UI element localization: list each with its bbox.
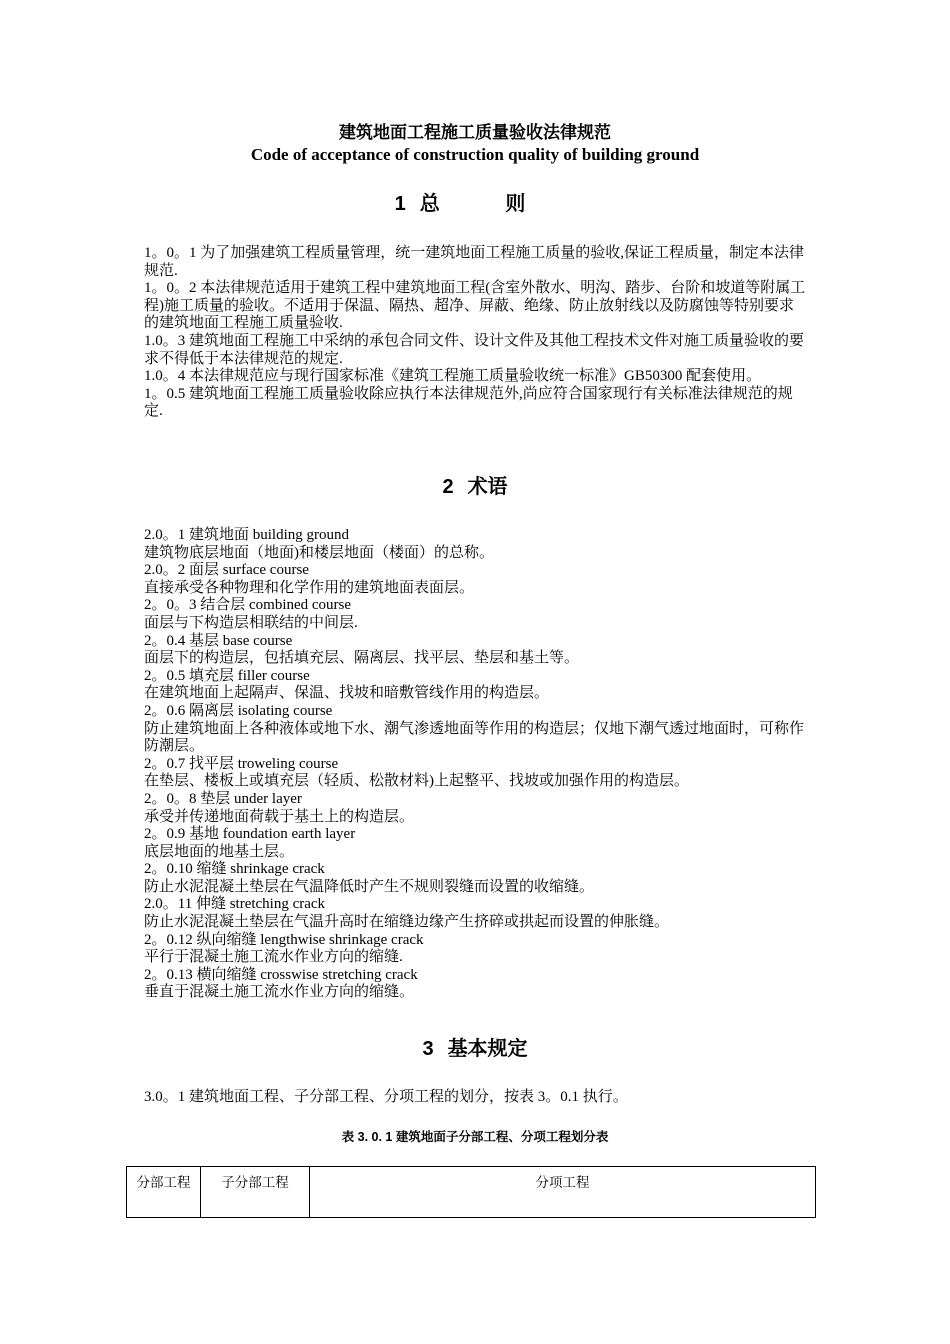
clause-paragraph: 3.0。1 建筑地面工程、子分部工程、分项工程的划分，按表 3。0.1 执行。 <box>144 1089 628 1105</box>
term-definition: 在垫层、楼板上或填充层（轻质、松散材料)上起整平、找坡或加强作用的构造层。 <box>144 773 689 790</box>
section-body-basic-provisions <box>144 1089 806 1107</box>
term-entry: 2。0.4 基层 base course <box>144 632 293 649</box>
term-entry: 2。0.12 纵向缩缝 lengthwise shrinkage crack <box>144 931 424 948</box>
term-definition: 承受并传递地面荷载于基土上的构造层。 <box>144 808 415 825</box>
term-entry: 2.0。11 伸缝 stretching crack <box>144 896 326 913</box>
term-entry: 2.0。1 建筑地面 building ground <box>144 527 349 543</box>
document-title-chinese: 建筑地面工程施工质量验收法律规范 <box>339 123 611 142</box>
term-entry: 2。0.5 填充层 filler course <box>144 667 310 684</box>
section-title: 基本规定 <box>447 1038 528 1060</box>
table-header-row <box>127 1167 816 1218</box>
term-definition: 底层地面的地基土层。 <box>144 843 295 860</box>
table-caption: 表 3. 0. 1 建筑地面子分部工程、分项工程划分表 <box>341 1130 609 1144</box>
term-entry: 2。0.9 基地 foundation earth layer <box>144 826 356 843</box>
term-definition: 防止水泥混凝土垫层在气温降低时产生不规则裂缝而设置的收缩缝。 <box>144 878 595 895</box>
document-title-english: Code of acceptance of construction quality of building ground <box>250 145 700 164</box>
section-body-terms <box>144 527 806 1002</box>
term-definition: 面层下的构造层，包括填充层、隔离层、找平层、垫层和基土等。 <box>144 650 580 667</box>
term-definition: 防止水泥混凝土垫层在气温升高时在缩缝边缘产生挤碎或拱起而设置的伸胀缝。 <box>144 914 670 931</box>
section-body-general <box>144 245 806 421</box>
section-heading-1 <box>0 191 950 217</box>
division-table <box>126 1166 816 1218</box>
clause-paragraph: 1.0。4 本法律规范应与现行国家标准《建筑工程施工质量验收统一标准》GB50300 配套使用。 <box>144 368 762 385</box>
term-definition: 建筑物底层地面（地面)和楼层地面（楼面）的总称。 <box>144 544 494 561</box>
table-header-cell: 分项工程 <box>310 1167 816 1218</box>
section-heading-2 <box>0 474 950 500</box>
section-title: 总 则 <box>419 193 556 215</box>
section-number: 1 <box>394 193 406 215</box>
section-number: 3 <box>422 1038 434 1060</box>
term-definition: 平行于混凝土施工流水作业方向的缩缝. <box>144 949 403 966</box>
table-header-cell: 子分部工程 <box>201 1167 310 1218</box>
term-definition: 垂直于混凝土施工流水作业方向的缩缝。 <box>144 984 415 1001</box>
clause-paragraph: 1.0。3 建筑地面工程施工中采纳的承包合同文件、设计文件及其他工程技术文件对施工质量验收的要求不得低于本法律规范的规定. <box>144 332 805 367</box>
clause-paragraph: 1。0。1 为了加强建筑工程质量管理，统一建筑地面工程施工质量的验收,保证工程质量，制定本法律规范. <box>144 245 805 279</box>
term-entry: 2。0。8 垫层 under layer <box>144 790 302 807</box>
table-header-cell: 分部工程 <box>127 1167 201 1218</box>
clause-paragraph: 1。0。2 本法律规范适用于建筑工程中建筑地面工程(含室外散水、明沟、踏步、台阶和坡道等附属工程)施工质量的验收。不适用于保温、隔热、超净、屏蔽、绝缘、防止放射线以及防腐蚀等特别要求的建筑地面工程施工质量验收. <box>144 280 806 332</box>
term-definition: 在建筑地面上起隔声、保温、找坡和暗敷管线作用的构造层。 <box>144 685 550 702</box>
term-entry: 2。0.6 隔离层 isolating course <box>144 702 333 719</box>
term-entry: 2.0。2 面层 surface course <box>144 562 309 579</box>
term-definition: 防止建筑地面上各种液体或地下水、潮气渗透地面等作用的构造层；仅地下潮气透过地面时，可称作防潮层。 <box>144 720 805 755</box>
clause-paragraph: 1。0.5 建筑地面工程施工质量验收除应执行本法律规范外,尚应符合国家现行有关标准法律规范的规定. <box>144 385 793 420</box>
term-entry: 2。0.10 缩缝 shrinkage crack <box>144 861 325 878</box>
term-entry: 2。0。3 结合层 combined course <box>144 597 352 614</box>
section-number: 2 <box>442 476 454 498</box>
section-title: 术语 <box>467 476 508 498</box>
term-entry: 2。0.13 横向缩缝 crosswise stretching crack <box>144 966 418 983</box>
term-definition: 面层与下构造层相联结的中间层. <box>144 614 358 631</box>
term-entry: 2。0.7 找平层 troweling course <box>144 755 339 772</box>
section-heading-3 <box>0 1036 950 1062</box>
term-definition: 直接承受各种物理和化学作用的建筑地面表面层。 <box>144 579 475 596</box>
